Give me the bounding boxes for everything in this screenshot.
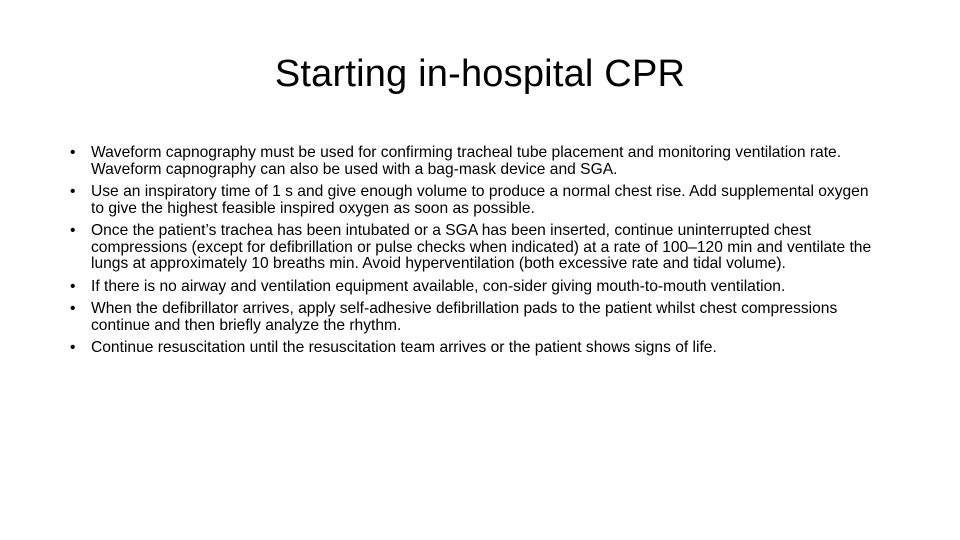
bullet-item [70,301,882,334]
bullet-text: Continue resuscitation until the resuscitation team arrives or the patient shows signs of life. [91,339,717,356]
slide-title: Starting in-hospital CPR [274,53,686,95]
bullet-list [70,145,882,363]
bullet-text: When the defibrillator arrives, apply self-adhesive defibrillation pads to the patient whilst chest compressions continue and then briefly analyze the rhythm. [91,300,838,334]
bullet-text: Use an inspiratory time of 1 s and give enough volume to produce a normal chest rise. Add supplemental oxygen to give the highest feasible inspired oxygen as soon as possible. [91,183,869,217]
bullet-marker: • [70,183,76,200]
bullet-item [70,145,882,178]
bullet-marker: • [70,144,76,161]
bullet-item [70,340,882,357]
bullet-text: If there is no airway and ventilation equipment available, con-sider giving mouth-to-mouth ventilation. [91,277,786,295]
bullet-text: Once the patient’s trachea has been intubated or a SGA has been inserted, continue uninterrupted chest compressions (except for defibrillation or pulse checks when indicated) at a rate of 100–120 min and ventilate the lungs at approximately 10 breaths min. Avoid hyperventilation (both excessive rate and tidal volume). [91,222,872,272]
bullet-marker: • [70,300,76,317]
bullet-marker: • [70,277,76,295]
bullet-marker: • [70,222,76,239]
bullet-item [70,223,882,273]
bullet-text: Waveform capnography must be used for confirming tracheal tube placement and monitoring ventilation rate. Waveform capnography can also be used with a bag-mask device and SGA. [91,144,842,178]
bullet-item [70,279,882,296]
bullet-marker: • [70,339,76,356]
bullet-item [70,184,882,217]
